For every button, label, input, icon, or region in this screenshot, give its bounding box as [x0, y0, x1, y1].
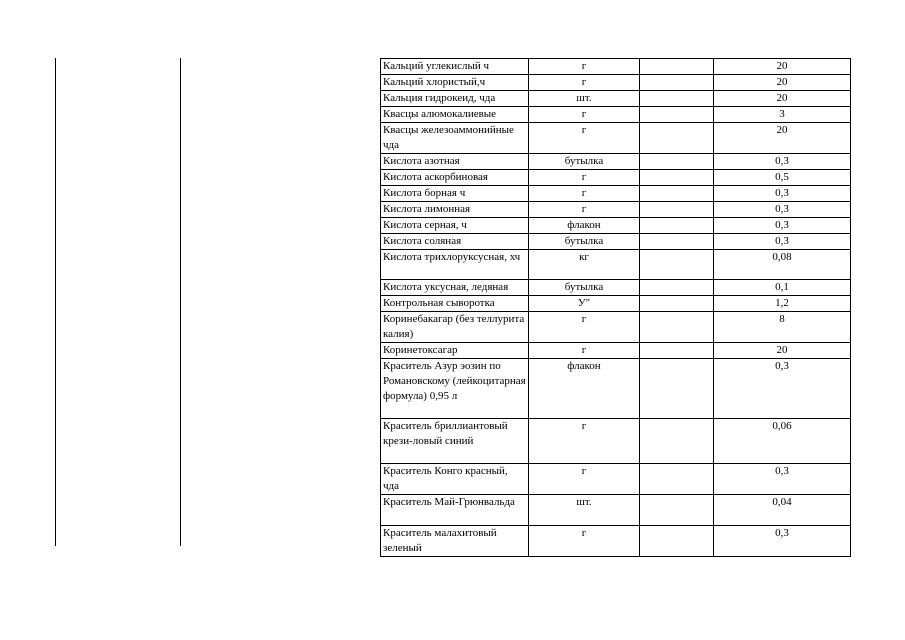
- quantity-cell: 0,3: [714, 526, 851, 557]
- quantity-cell: 3: [714, 107, 851, 123]
- table-row: [381, 280, 851, 296]
- reagent-name-cell: Краситель Конго красный, чда: [381, 464, 529, 495]
- empty-cell: [640, 419, 714, 464]
- empty-cell: [640, 59, 714, 75]
- empty-cell: [640, 250, 714, 280]
- quantity-cell: 20: [714, 343, 851, 359]
- table-row: [381, 59, 851, 75]
- unit-cell: г: [529, 170, 640, 186]
- reagent-name-cell: Коринетоксагар: [381, 343, 529, 359]
- reagents-table-body: [381, 59, 851, 557]
- empty-cell: [640, 202, 714, 218]
- unit-cell: г: [529, 107, 640, 123]
- unit-cell: бутылка: [529, 154, 640, 170]
- quantity-cell: 8: [714, 312, 851, 343]
- quantity-cell: 0,3: [714, 464, 851, 495]
- reagent-name-cell: Кислота соляная: [381, 234, 529, 250]
- empty-cell: [640, 312, 714, 343]
- reagent-name-cell: Кислота аскорбиновая: [381, 170, 529, 186]
- quantity-cell: 20: [714, 123, 851, 154]
- table-row: [381, 359, 851, 419]
- empty-cell: [640, 359, 714, 419]
- left-margin-line-2: [180, 58, 181, 546]
- reagent-name-cell: Краситель малахитовый зеленый: [381, 526, 529, 557]
- table-row: [381, 202, 851, 218]
- reagent-name-cell: Кислота трихлоруксусная, хч: [381, 250, 529, 280]
- reagent-name-cell: Кислота лимонная: [381, 202, 529, 218]
- quantity-cell: 20: [714, 75, 851, 91]
- left-margin-line-1: [55, 58, 56, 546]
- reagent-name-cell: Краситель Май-Грюнвальда: [381, 495, 529, 526]
- reagent-name-cell: Квасцы алюмокалиевые: [381, 107, 529, 123]
- table-row: [381, 526, 851, 557]
- table-row: [381, 75, 851, 91]
- empty-cell: [640, 91, 714, 107]
- table-row: [381, 186, 851, 202]
- reagent-name-cell: Кальций хлористый,ч: [381, 75, 529, 91]
- unit-cell: г: [529, 59, 640, 75]
- table-row: [381, 250, 851, 280]
- table-row: [381, 218, 851, 234]
- unit-cell: г: [529, 312, 640, 343]
- unit-cell: г: [529, 419, 640, 464]
- unit-cell: флакон: [529, 218, 640, 234]
- reagent-name-cell: Краситель бриллиантовый крези-ловый синий: [381, 419, 529, 464]
- empty-cell: [640, 186, 714, 202]
- unit-cell: шт.: [529, 495, 640, 526]
- reagent-name-cell: Кальция гидрокеид, чда: [381, 91, 529, 107]
- quantity-cell: 20: [714, 59, 851, 75]
- quantity-cell: 0,06: [714, 419, 851, 464]
- empty-cell: [640, 107, 714, 123]
- unit-cell: флакон: [529, 359, 640, 419]
- unit-cell: бутылка: [529, 234, 640, 250]
- table-row: [381, 170, 851, 186]
- table-row: [381, 296, 851, 312]
- table-row: [381, 107, 851, 123]
- empty-cell: [640, 123, 714, 154]
- reagent-name-cell: Кислота уксусная, ледяная: [381, 280, 529, 296]
- unit-cell: г: [529, 186, 640, 202]
- reagents-table: [380, 58, 851, 557]
- quantity-cell: 0,3: [714, 359, 851, 419]
- empty-cell: [640, 234, 714, 250]
- empty-cell: [640, 495, 714, 526]
- unit-cell: бутылка: [529, 280, 640, 296]
- unit-cell: г: [529, 343, 640, 359]
- quantity-cell: 0,04: [714, 495, 851, 526]
- reagent-name-cell: Кислота борная ч: [381, 186, 529, 202]
- empty-cell: [640, 280, 714, 296]
- reagent-name-cell: Коринебакагар (без теллурита калия): [381, 312, 529, 343]
- quantity-cell: 0,3: [714, 154, 851, 170]
- quantity-cell: 20: [714, 91, 851, 107]
- reagent-name-cell: Контрольная сыворотка: [381, 296, 529, 312]
- table-row: [381, 123, 851, 154]
- table-row: [381, 91, 851, 107]
- quantity-cell: 0,3: [714, 202, 851, 218]
- unit-cell: г: [529, 464, 640, 495]
- quantity-cell: 0,3: [714, 218, 851, 234]
- empty-cell: [640, 343, 714, 359]
- table-row: [381, 234, 851, 250]
- unit-cell: У": [529, 296, 640, 312]
- quantity-cell: 0,1: [714, 280, 851, 296]
- unit-cell: г: [529, 123, 640, 154]
- quantity-cell: 0,5: [714, 170, 851, 186]
- empty-cell: [640, 296, 714, 312]
- table-row: [381, 495, 851, 526]
- table-row: [381, 464, 851, 495]
- empty-cell: [640, 526, 714, 557]
- quantity-cell: 0,3: [714, 234, 851, 250]
- empty-cell: [640, 464, 714, 495]
- reagent-name-cell: Кислота серная, ч: [381, 218, 529, 234]
- quantity-cell: 0,3: [714, 186, 851, 202]
- empty-cell: [640, 170, 714, 186]
- reagent-name-cell: Квасцы железоаммонийные чда: [381, 123, 529, 154]
- reagent-name-cell: Кальций углекислый ч: [381, 59, 529, 75]
- table-row: [381, 154, 851, 170]
- table-row: [381, 312, 851, 343]
- quantity-cell: 1,2: [714, 296, 851, 312]
- table-row: [381, 343, 851, 359]
- empty-cell: [640, 75, 714, 91]
- quantity-cell: 0,08: [714, 250, 851, 280]
- unit-cell: г: [529, 202, 640, 218]
- empty-cell: [640, 218, 714, 234]
- unit-cell: г: [529, 526, 640, 557]
- reagent-name-cell: Краситель Азур эозин по Романовскому (лейкоцитарная формула) 0,95 л: [381, 359, 529, 419]
- table-row: [381, 419, 851, 464]
- reagent-name-cell: Кислота азотная: [381, 154, 529, 170]
- unit-cell: кг: [529, 250, 640, 280]
- unit-cell: г: [529, 75, 640, 91]
- unit-cell: шт.: [529, 91, 640, 107]
- empty-cell: [640, 154, 714, 170]
